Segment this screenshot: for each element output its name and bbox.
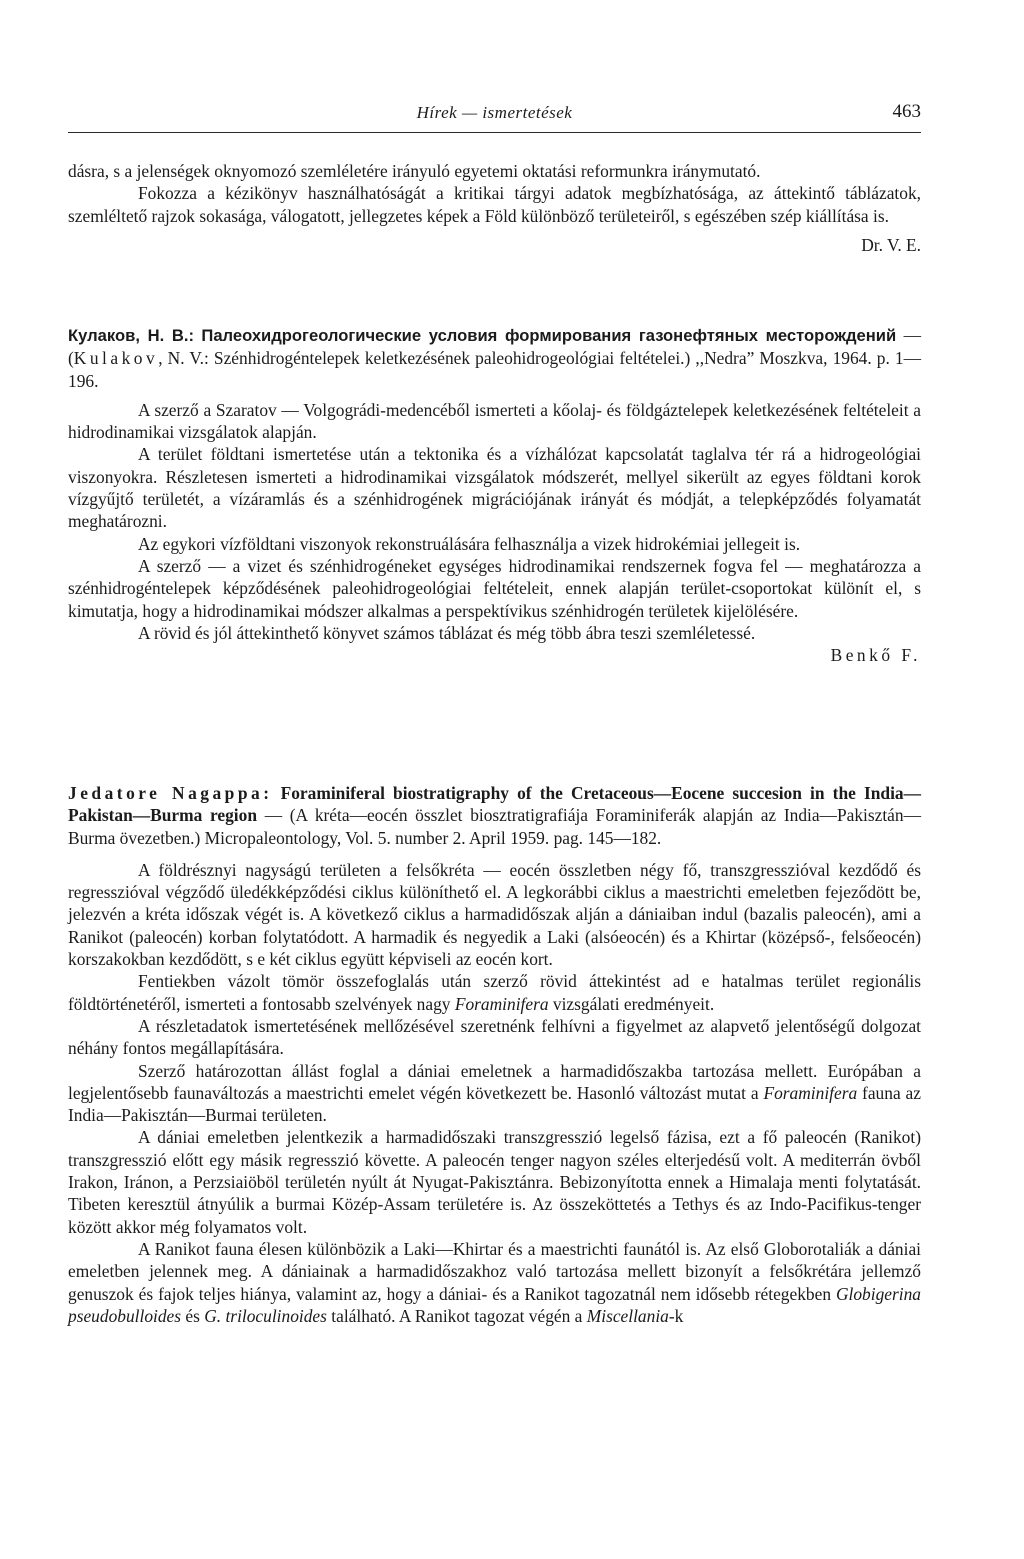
review-2-paragraph-6 [68, 1238, 921, 1327]
review-2-p6-text-c: található. A Ranikot tagozat végén a [326, 1305, 587, 1326]
review-1-translation: , N. V.: Szénhidrogéntelepek keletkezésének paleohidrogeológiai feltételei.) ,,Nedra” Moszkva, 1964. p. 1—196. [68, 348, 921, 391]
review-2-p2-taxon: Foraminifera [454, 993, 549, 1014]
review-1-paragraph-2: A terület földtani ismertetése után a tektonika és a vízhálózat kapcsolatát taglalva tér rá a hidrogeológiai viszonyokra. Részletesen ismerteti a hidrodinamikai vizsgálatok módszerét, mellyel sikerült az egyes földtani korok vízgyűjtő területét, a vízáramlás és a szénhidrogének migrációjának irányát és módját, a telepképződés folyamatát meghatározni. [68, 444, 921, 532]
review-2-paragraph-4 [68, 1060, 921, 1127]
intro-paragraph-2: Fokozza a kézikönyv használhatóságát a kritikai tárgyi adatok megbízhatósága, az áttekintő táblázatok, szemléltető rajzok sokasága, válogatott, jellegzetes képek a Föld különböző területeiről, s egészében szép kiállítása is. [68, 183, 921, 226]
review-2-p2-text-b: vizsgálati eredményeit. [548, 993, 715, 1014]
review-2-p4-taxon: Foraminifera [763, 1082, 858, 1103]
review-2-translation: — (A kréta—eocén összlet biosztratigrafiája Foraminiferák alapján az India—Pakisztán—Burma övezetben.) Micropaleontology, Vol. 5. number 2. April 1959. pag. 145—182. [68, 805, 921, 848]
review-2-p4-text-a: Szerző határozottan állást foglal a dániai emeletnek a harmadidőszakba tartozása mellett. Európában a legjelentősebb faunaváltozás a maestrichti emelet végén következett be. Hasonló változást mutat a [68, 1060, 921, 1103]
review-2-citation [68, 782, 921, 849]
review-1-signature: Benkő F. [830, 645, 921, 666]
review-1-paragraph-1: A szerző a Szaratov — Volgográdi-medencéből ismerteti a kőolaj- és földgáztelepek keletkezésének feltételeit a hidrodinamikai vizsgálatok alapján. [68, 399, 921, 443]
page-number: 463 [892, 101, 921, 122]
review-2-paragraph-5: A dániai emeletben jelentkezik a harmadidőszaki transzgresszió legelső fázisa, ezt a fő paleocén (Ranikot) transzgresszió előtt egy másik regresszió követte. A paleocén tenger nagyon széles elterjedésű volt. A mediterrán övből Irakon, Iránon, a Perzsiaiöböl területén nyúlt át Nyugat-Pakisztánra. Bebizonyította ennek a Himalaja menti folytatását. Tibeten keresztül átnyúlik a burmai Közép-Assam területére is. Az összeköttetés a Tethys és az Indo-Pacifikus-tenger között akkor még folyamatos volt. [68, 1127, 921, 1237]
review-2-title: Foraminiferal biostratigraphy of the Cretaceous—Eocene succesion in the India—Pakistan—Burma region [68, 783, 921, 826]
review-2-p6-taxon-2: G. triloculinoides [204, 1305, 327, 1326]
review-2-p6-text-d: -k [668, 1305, 684, 1326]
review-1-paragraph-3: Az egykori vízföldtani viszonyok rekonstruálására felhasználja a vizek hidrokémiai jellegeit is. [138, 533, 801, 554]
review-2-p6-taxon-1: Globigerina pseudobulloides [68, 1283, 921, 1326]
review-1-author-latin: Kulakov [73, 348, 159, 369]
review-2-p2-text-a: Fentiekben vázolt tömör összefoglalás után szerző rövid áttekintést ad e hatalmas terület regionális földtörténetéről, ismerteti a fontosabb szelvények nagy [68, 971, 921, 1014]
review-1-citation [68, 324, 921, 392]
review-2-p6-text-b: és [181, 1305, 205, 1326]
review-1-title: Палеохидрогеологические условия формирования газонефтяных месторождений [201, 326, 897, 345]
review-2-p4-text-b: fauna az India—Pakisztán—Burmai területen. [68, 1082, 921, 1126]
review-2-author: Jedatore Nagappa: [68, 783, 273, 803]
intro-signature: Dr. V. E. [861, 234, 921, 255]
review-kulakov [68, 324, 921, 666]
running-title: Hírek — ismertetések [416, 103, 573, 122]
review-1-paragraph-5: A rövid és jól áttekinthető könyvet számos táblázat és még több ábra teszi szemléletessé. [138, 622, 756, 643]
review-2-p6-text-a: A Ranikot fauna élesen különbözik a Laki—Khirtar és a maestrichti faunától is. Az első Globorotaliák a dániai emeletben jelennek meg. A dániainak a harmadidőszakhoz való tartozása mellett bizonyít a felsőkrétára jellemző genuszok és fajok teljes hiánya, valamint az, hogy a dániai- és a Ranikot tagozatnál nem idősebb rétegekben [68, 1238, 921, 1304]
review-2-paragraph-1: A földrésznyi nagyságú területen a felsőkréta — eocén összletben négy fő, transzgresszióval kezdődő és regresszióval végződő üledékképződési ciklus különíthető el. A legkorábbi ciklus a maestrichti emeletben fejeződött be, jelezvén a kréta időszak végét is. A következő ciklus a harmadidőszak alján a dániaiban indul (bazalis paleocén), ami a Ranikot (paleocén) korban folytatódott. A harmadik és negyedik a Laki (alsóeocén) és a Khirtar (középső-, felsőeocén) korszakokban kezdődött, s e két ciklus együtt képviseli az eocén kort. [68, 859, 921, 970]
review-nagappa [68, 782, 921, 1327]
review-2-p6-taxon-3: Miscellania [586, 1305, 669, 1326]
review-2-paragraph-2 [68, 970, 921, 1015]
review-2-paragraph-3: A részletadatok ismertetésének mellőzésével szeretnénk felhívni a figyelmet az alapvető jelentőségű dolgozat néhány fontos megállapítására. [68, 1015, 921, 1059]
intro-paragraph-1: dásra, s a jelenségek oknyomozó szemléletére irányuló egyetemi oktatási reformunkra iránymutató. [68, 161, 761, 181]
review-1-dash: — ( [68, 325, 921, 369]
running-header [68, 100, 921, 133]
review-1-author: Кулаков, Н. В.: [68, 326, 194, 345]
intro-section [68, 160, 921, 256]
review-1-paragraph-4: A szerző — a vizet és szénhidrogéneket egységes hidrodinamikai rendszernek fogva fel — meghatározza a szénhidrogéntelepek képződésének paleohidrogeológiai feltételeit, ennek alapján terület-csoportokat különít el, s kimutatja, hogy a hidrodinamikai módszer alkalmas a perspektívikus szénhidrogén területek kijelölésére. [68, 555, 921, 621]
